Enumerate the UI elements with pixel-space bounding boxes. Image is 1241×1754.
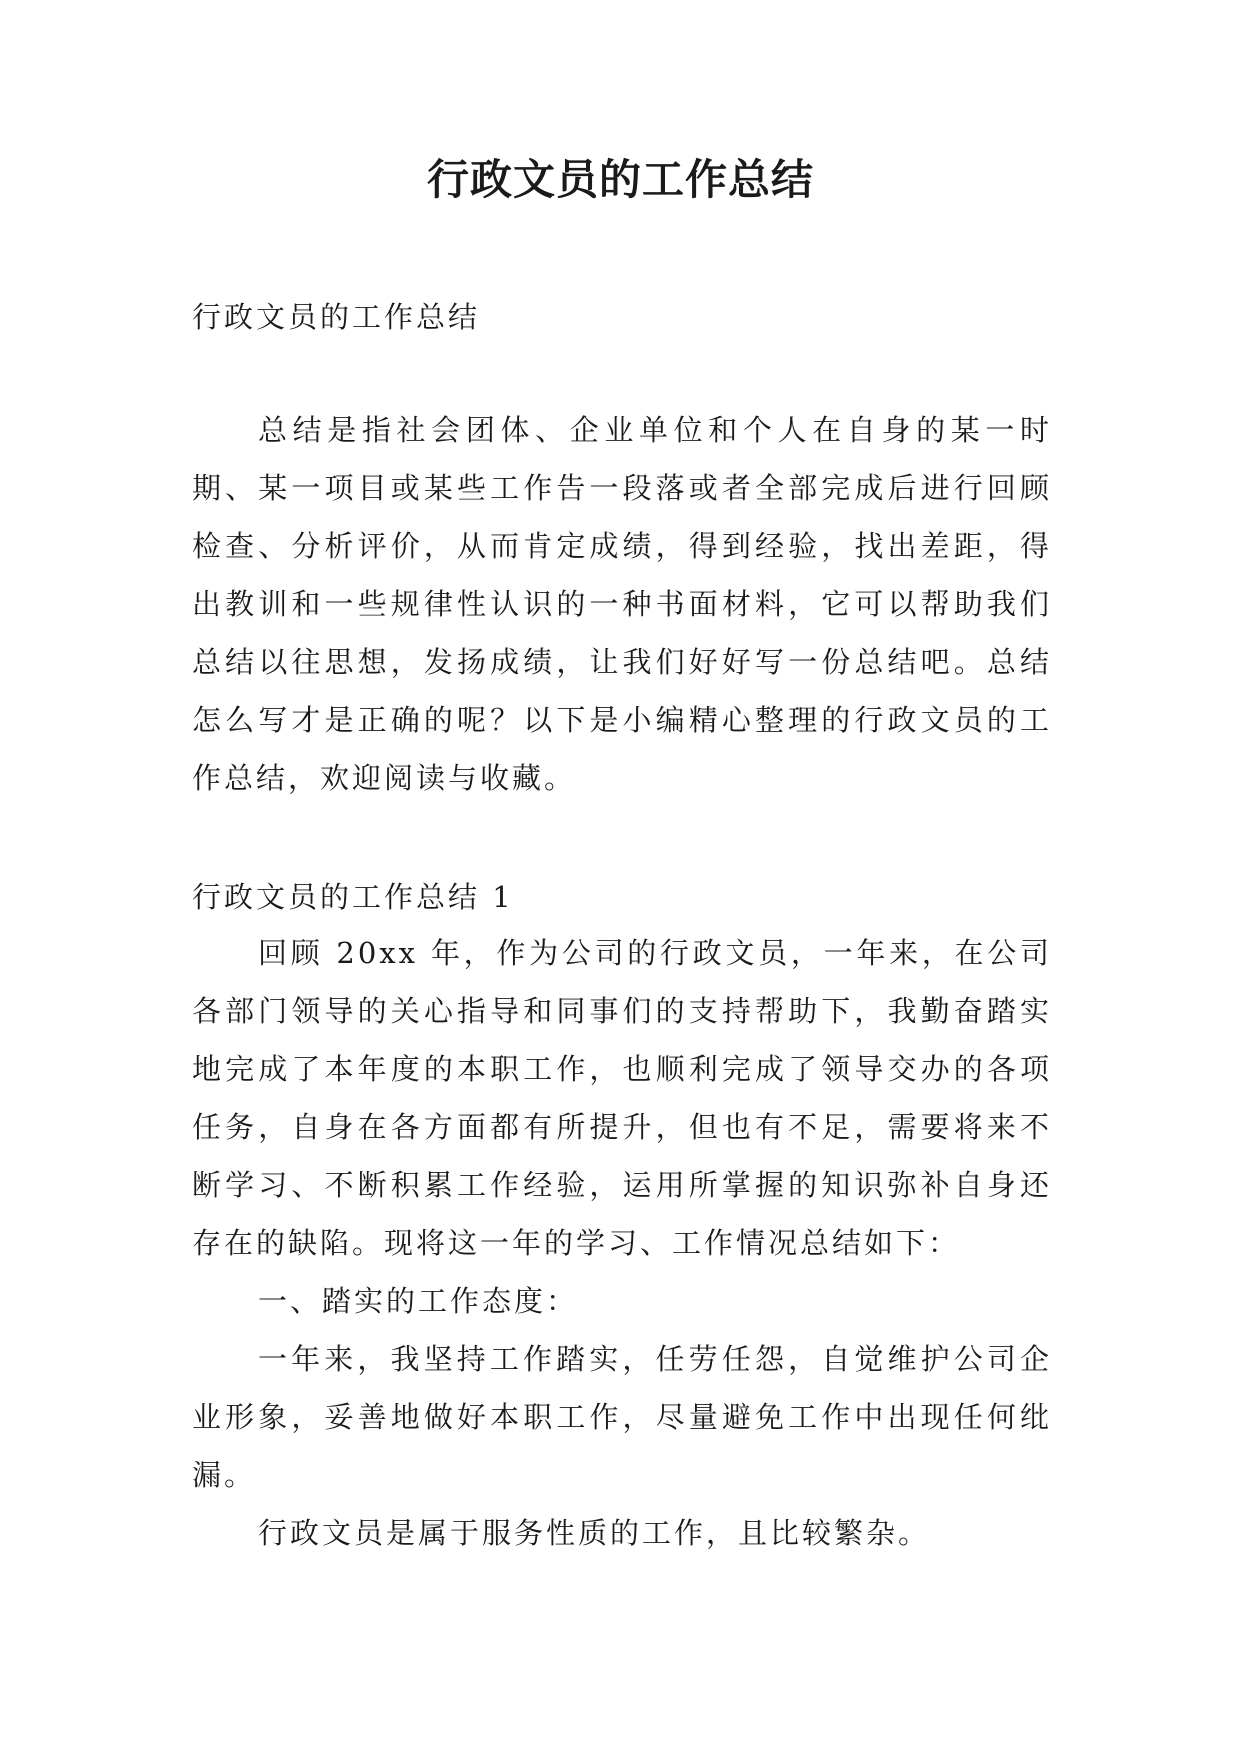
body-paragraph: 回顾 20xx 年，作为公司的行政文员，一年来，在公司各部门领导的关心指导和同事们的支持帮助下，我勤奋踏实地完成了本年度的本职工作，也顺利完成了领导交办的各项任务，自身在各方面都有所提升，但也有不足，需要将来不断学习、不断积累工作经验，运用所掌握的知识弥补自身还存在的缺陷。现将这一年的学习、工作情况总结如下： xyxy=(192,936,1052,1260)
section-heading: 行政文员的工作总结 1 xyxy=(192,880,514,914)
body-paragraph: 一年来，我坚持工作踏实，任劳任怨，自觉维护公司企业形象，妥善地做好本职工作，尽量避免工作中出现任何纰漏。 xyxy=(192,1342,1052,1492)
body-paragraph: 行政文员是属于服务性质的工作，且比较繁杂。 xyxy=(258,1516,931,1550)
intro-paragraph: 总结是指社会团体、企业单位和个人在自身的某一时期、某一项目或某些工作告一段落或者全部完成后进行回顾检查、分析评价，从而肯定成绩，得到经验，找出差距，得出教训和一些规律性认识的一种书面材料，它可以帮助我们总结以往思想，发扬成绩，让我们好好写一份总结吧。总结怎么写才是正确的呢？以下是小编精心整理的行政文员的工作总结，欢迎阅读与收藏。 xyxy=(192,413,1052,795)
document-title: 行政文员的工作总结 xyxy=(426,155,814,204)
subsection-heading: 一、踏实的工作态度： xyxy=(258,1284,579,1318)
document-subtitle: 行政文员的工作总结 xyxy=(192,300,481,334)
